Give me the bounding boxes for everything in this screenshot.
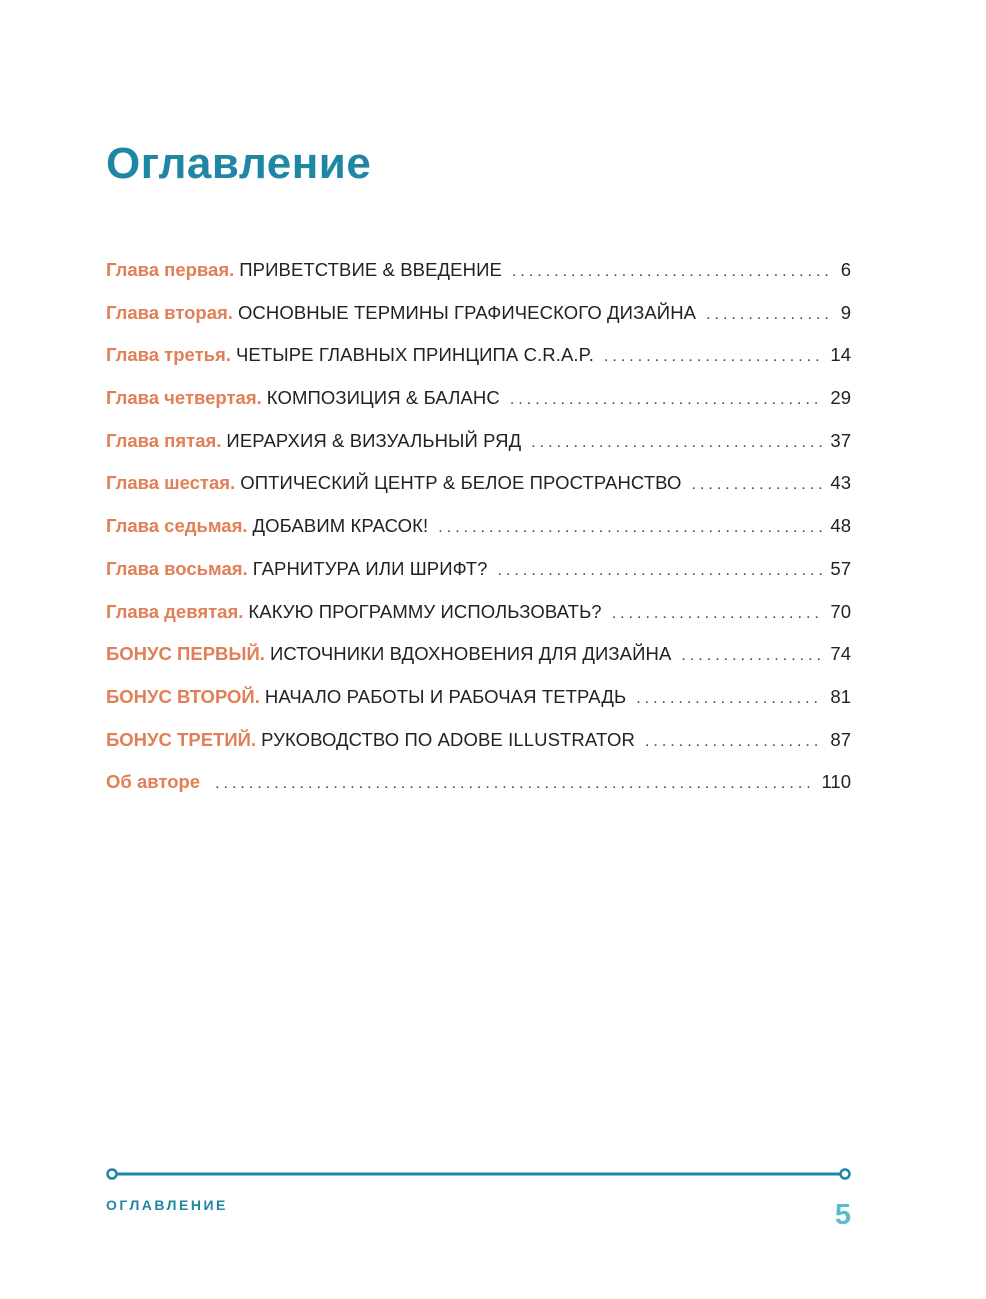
toc-entry-chapter-9[interactable] [106,598,851,641]
toc-entry-page: 48 [830,515,851,537]
toc-entry-label: Глава восьмая. [106,557,248,579]
toc-entry-page: 81 [830,685,851,707]
toc-entry-chapter-2[interactable] [106,299,851,342]
page-title: Оглавление [106,139,372,188]
page-number: 5 [834,1199,851,1231]
footer-section-label: ОГЛАВЛЕНИЕ [106,1197,228,1213]
toc-entry-label: Глава первая. [106,259,235,280]
dot-leader [531,429,822,457]
toc-entry-label: Глава четвертая. [106,387,262,409]
toc-entry-title: КАКУЮ ПРОГРАММУ ИСПОЛЬЗОВАТЬ? [248,600,602,622]
toc-entry-chapter-3[interactable] [106,341,851,384]
toc-entry-page: 14 [830,344,851,366]
toc-entry-page: 37 [830,429,851,451]
toc-entry-page: 70 [830,600,851,622]
toc-entry-page: 57 [830,557,851,579]
dot-leader [438,514,822,542]
toc-entry-bonus-3[interactable] [106,726,851,769]
dot-leader [636,685,822,713]
toc-entry-title: РУКОВОДСТВО ПО ADOBE ILLUSTRATOR [261,728,635,750]
toc-entry-bonus-2[interactable] [106,683,851,726]
toc-entry-title: ГАРНИТУРА ИЛИ ШРИФТ? [252,557,488,579]
toc-entry-title: ЧЕТЫРЕ ГЛАВНЫХ ПРИНЦИПА C.R.A.P. [235,344,594,366]
toc-entry-chapter-7[interactable] [106,512,851,555]
toc-entry-label: Глава девятая. [106,600,244,622]
toc-entry-title: ИЕРАРХИЯ & ВИЗУАЛЬНЫЙ РЯД [226,429,522,451]
dot-leader [215,770,813,798]
toc-entry-label: Глава пятая. [106,429,222,451]
toc-entry-chapter-6[interactable] [106,469,851,512]
toc-entry-label: БОНУС ПЕРВЫЙ. [106,643,265,665]
toc-entry-chapter-4[interactable] [106,384,851,427]
toc-entry-bonus-1[interactable] [106,640,851,683]
toc-entry-chapter-5[interactable] [106,427,851,470]
toc-entry-title: ДОБАВИМ КРАСОК! [252,515,429,537]
toc-entry-label: Глава третья. [106,344,231,366]
dot-leader [512,258,833,286]
footer-divider [106,1166,851,1182]
toc-entry-label: Глава седьмая. [106,515,248,537]
toc-entry-label: Об авторе [106,771,201,793]
toc-entry-title: ИСТОЧНИКИ ВДОХНОВЕНИЯ ДЛЯ ДИЗАЙНА [269,643,672,665]
toc-entry-label: БОНУС ВТОРОЙ. [106,685,260,707]
toc-entry-chapter-1[interactable] [106,256,851,299]
toc-entry-title: ОПТИЧЕСКИЙ ЦЕНТР & БЕЛОЕ ПРОСТРАНСТВО [240,472,682,494]
dot-leader [645,728,822,756]
toc-entry-title: КОМПОЗИЦИЯ & БАЛАНС [266,387,500,409]
dot-leader [706,301,833,329]
toc-entry-page: 6 [840,259,851,280]
toc-entry-chapter-8[interactable] [106,555,851,598]
toc-entry-label: БОНУС ТРЕТИЙ. [106,728,257,750]
table-of-contents [106,256,851,811]
toc-entry-page: 29 [830,387,851,409]
dot-leader [692,471,823,499]
toc-entry-label: Глава вторая. [106,301,233,323]
toc-entry-page: 87 [830,728,851,750]
toc-entry-title: ОСНОВНЫЕ ТЕРМИНЫ ГРАФИЧЕСКОГО ДИЗАЙНА [237,301,697,323]
dot-leader [612,600,823,628]
toc-entry-page: 43 [830,472,851,494]
dot-leader [604,343,822,371]
toc-entry-page: 110 [821,771,851,793]
dot-leader [498,557,823,585]
toc-entry-title: ПРИВЕТСТВИЕ & ВВЕДЕНИЕ [239,259,502,280]
dot-leader [510,386,823,414]
toc-entry-about-author[interactable] [106,768,851,811]
dot-leader [681,642,822,670]
toc-entry-title: НАЧАЛО РАБОТЫ И РАБОЧАЯ ТЕТРАДЬ [264,685,627,707]
toc-entry-page: 74 [830,643,851,665]
toc-entry-page: 9 [840,301,851,323]
toc-entry-label: Глава шестая. [106,472,236,494]
